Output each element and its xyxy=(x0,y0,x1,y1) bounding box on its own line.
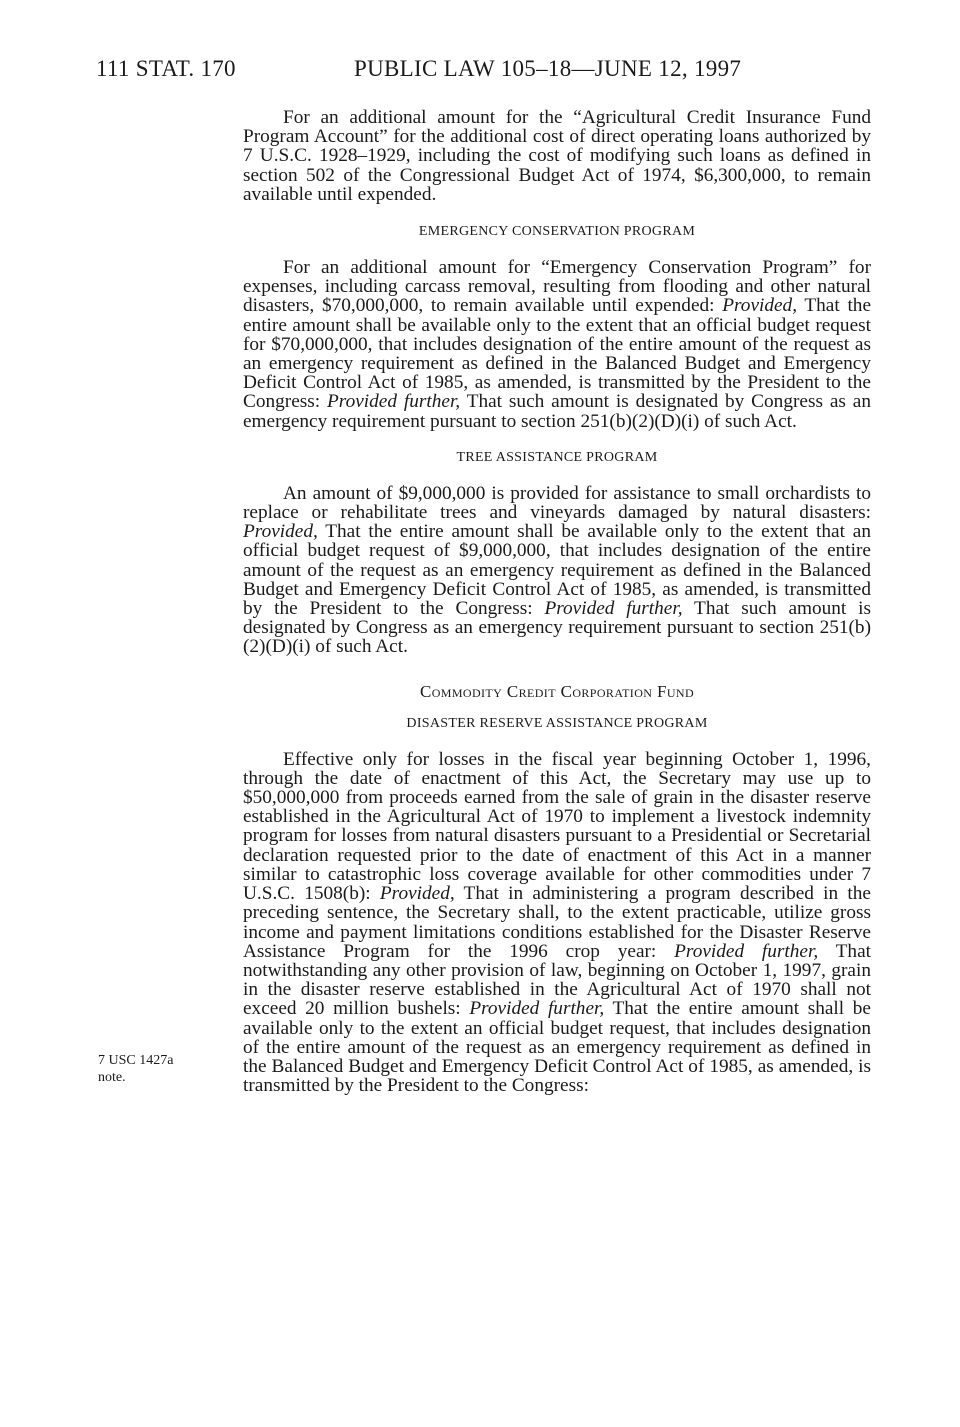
provided-further-label: Provided further, xyxy=(469,998,605,1020)
paragraph-emergency-conservation xyxy=(243,258,871,431)
text-run: For an additional amount for “Emergency Conservation Program” for expenses, including carcass removal, resulting from flooding and other natural disasters, $70,000,000, to remain available until expended: xyxy=(243,257,871,317)
margin-note-citation: 7 USC 1427a xyxy=(98,1053,174,1068)
text-run: That the entire amount shall be available only to the extent that an official budget request for $70,000,000, that includes designation of the entire amount of the request as an emergency requirement as defined in the Balanced Budget and Emergency Deficit Control Act of 1985, as amended, is transmitted by the President to the Congress: xyxy=(243,295,872,413)
heading-tree-assistance: TREE ASSISTANCE PROGRAM xyxy=(456,449,658,465)
text-run: That such amount is designated by Congress as an emergency requirement pursuant to section 251(b)(2)(D)(i) of such Act. xyxy=(243,598,871,658)
text-run: That such amount is designated by Congress as an emergency requirement pursuant to section 251(b)(2)(D)(i) of such Act. xyxy=(243,391,871,432)
text-run: Effective only for losses in the fiscal year beginning October 1, 1996, through the date of enactment of this Act, the Secretary may use up to $50,000,000 from proceeds earned from the sale of grain in the disaster reserve established in the Agricultural Act of 1970 to implement a livestock indemnity program for losses from natural disasters pursuant to a Presidential or Secretarial declaration requested prior to the date of enactment of this Act in a manner similar to catastrophic loss coverage available for other commodities under 7 U.S.C. 1508(b): xyxy=(243,748,871,905)
law-title: PUBLIC LAW 105–18—JUNE 12, 1997 xyxy=(354,56,742,81)
text-run: That the entire amount shall be available only to the extent an official budget request, that includes designation of the entire amount of the request as an emergency requirement as defined in the Balanced Budget and Emergency Deficit Control Act of 1985, as amended, is transmitted by the President to the Congress: xyxy=(243,998,871,1097)
margin-note xyxy=(98,1052,218,1086)
text-run: An amount of $9,000,000 is provided for assistance to small orchardists to replace or rehabilitate trees and vineyards damaged by natural disasters: xyxy=(243,482,871,524)
provided-label: Provided, xyxy=(722,295,798,317)
heading-emergency-conservation: EMERGENCY CONSERVATION PROGRAM xyxy=(418,224,696,240)
margin-note-suffix: note. xyxy=(98,1070,126,1085)
provided-label: Provided, xyxy=(243,521,318,543)
provided-further-label: Provided further, xyxy=(544,598,683,620)
stat-citation: 111 STAT. 170 xyxy=(96,56,236,81)
page-header xyxy=(96,56,876,86)
paragraph-disaster-reserve xyxy=(243,750,871,1096)
provided-further-label: Provided further, xyxy=(327,391,461,413)
provided-further-label: Provided further, xyxy=(674,940,819,962)
document-body xyxy=(243,108,871,1095)
provided-label: Provided, xyxy=(379,883,455,905)
text-run: That in administering a program described in the preceding sentence, the Secretary shall, to the extent practicable, utilize gross income and payment limitations conditions established for the Disaster Reserve Assistance Program for the 1996 crop year: xyxy=(243,883,871,962)
paragraph-agricultural-credit: For an additional amount for the “Agricultural Credit Insurance Fund Program Account” for the additional cost of direct operating loans authorized by 7 U.S.C. 1928–1929, including the cost of modifying such loans as defined in section 502 of the Congressional Budget Act of 1974, $6,300,000, to remain available until expended. xyxy=(243,107,871,205)
heading-disaster-reserve: DISASTER RESERVE ASSISTANCE PROGRAM xyxy=(406,715,708,731)
text-run: That notwithstanding any other provision of law, beginning on October 1, 1997, grain in the disaster reserve established in the Agricultural Act of 1970 shall not exceed 20 million bushels: xyxy=(243,940,871,1020)
heading-commodity-credit-corporation: Commodity Credit Corporation Fund xyxy=(419,681,695,701)
paragraph-tree-assistance xyxy=(243,484,871,657)
text-run: That the entire amount shall be available only to the extent that an official budget request of $9,000,000, that includes designation of the entire amount of the request as an emergency requirement as defined in the Balanced Budget and Emergency Deficit Control Act of 1985, as amended, is transmitted by the President to the Congress: xyxy=(243,521,871,620)
